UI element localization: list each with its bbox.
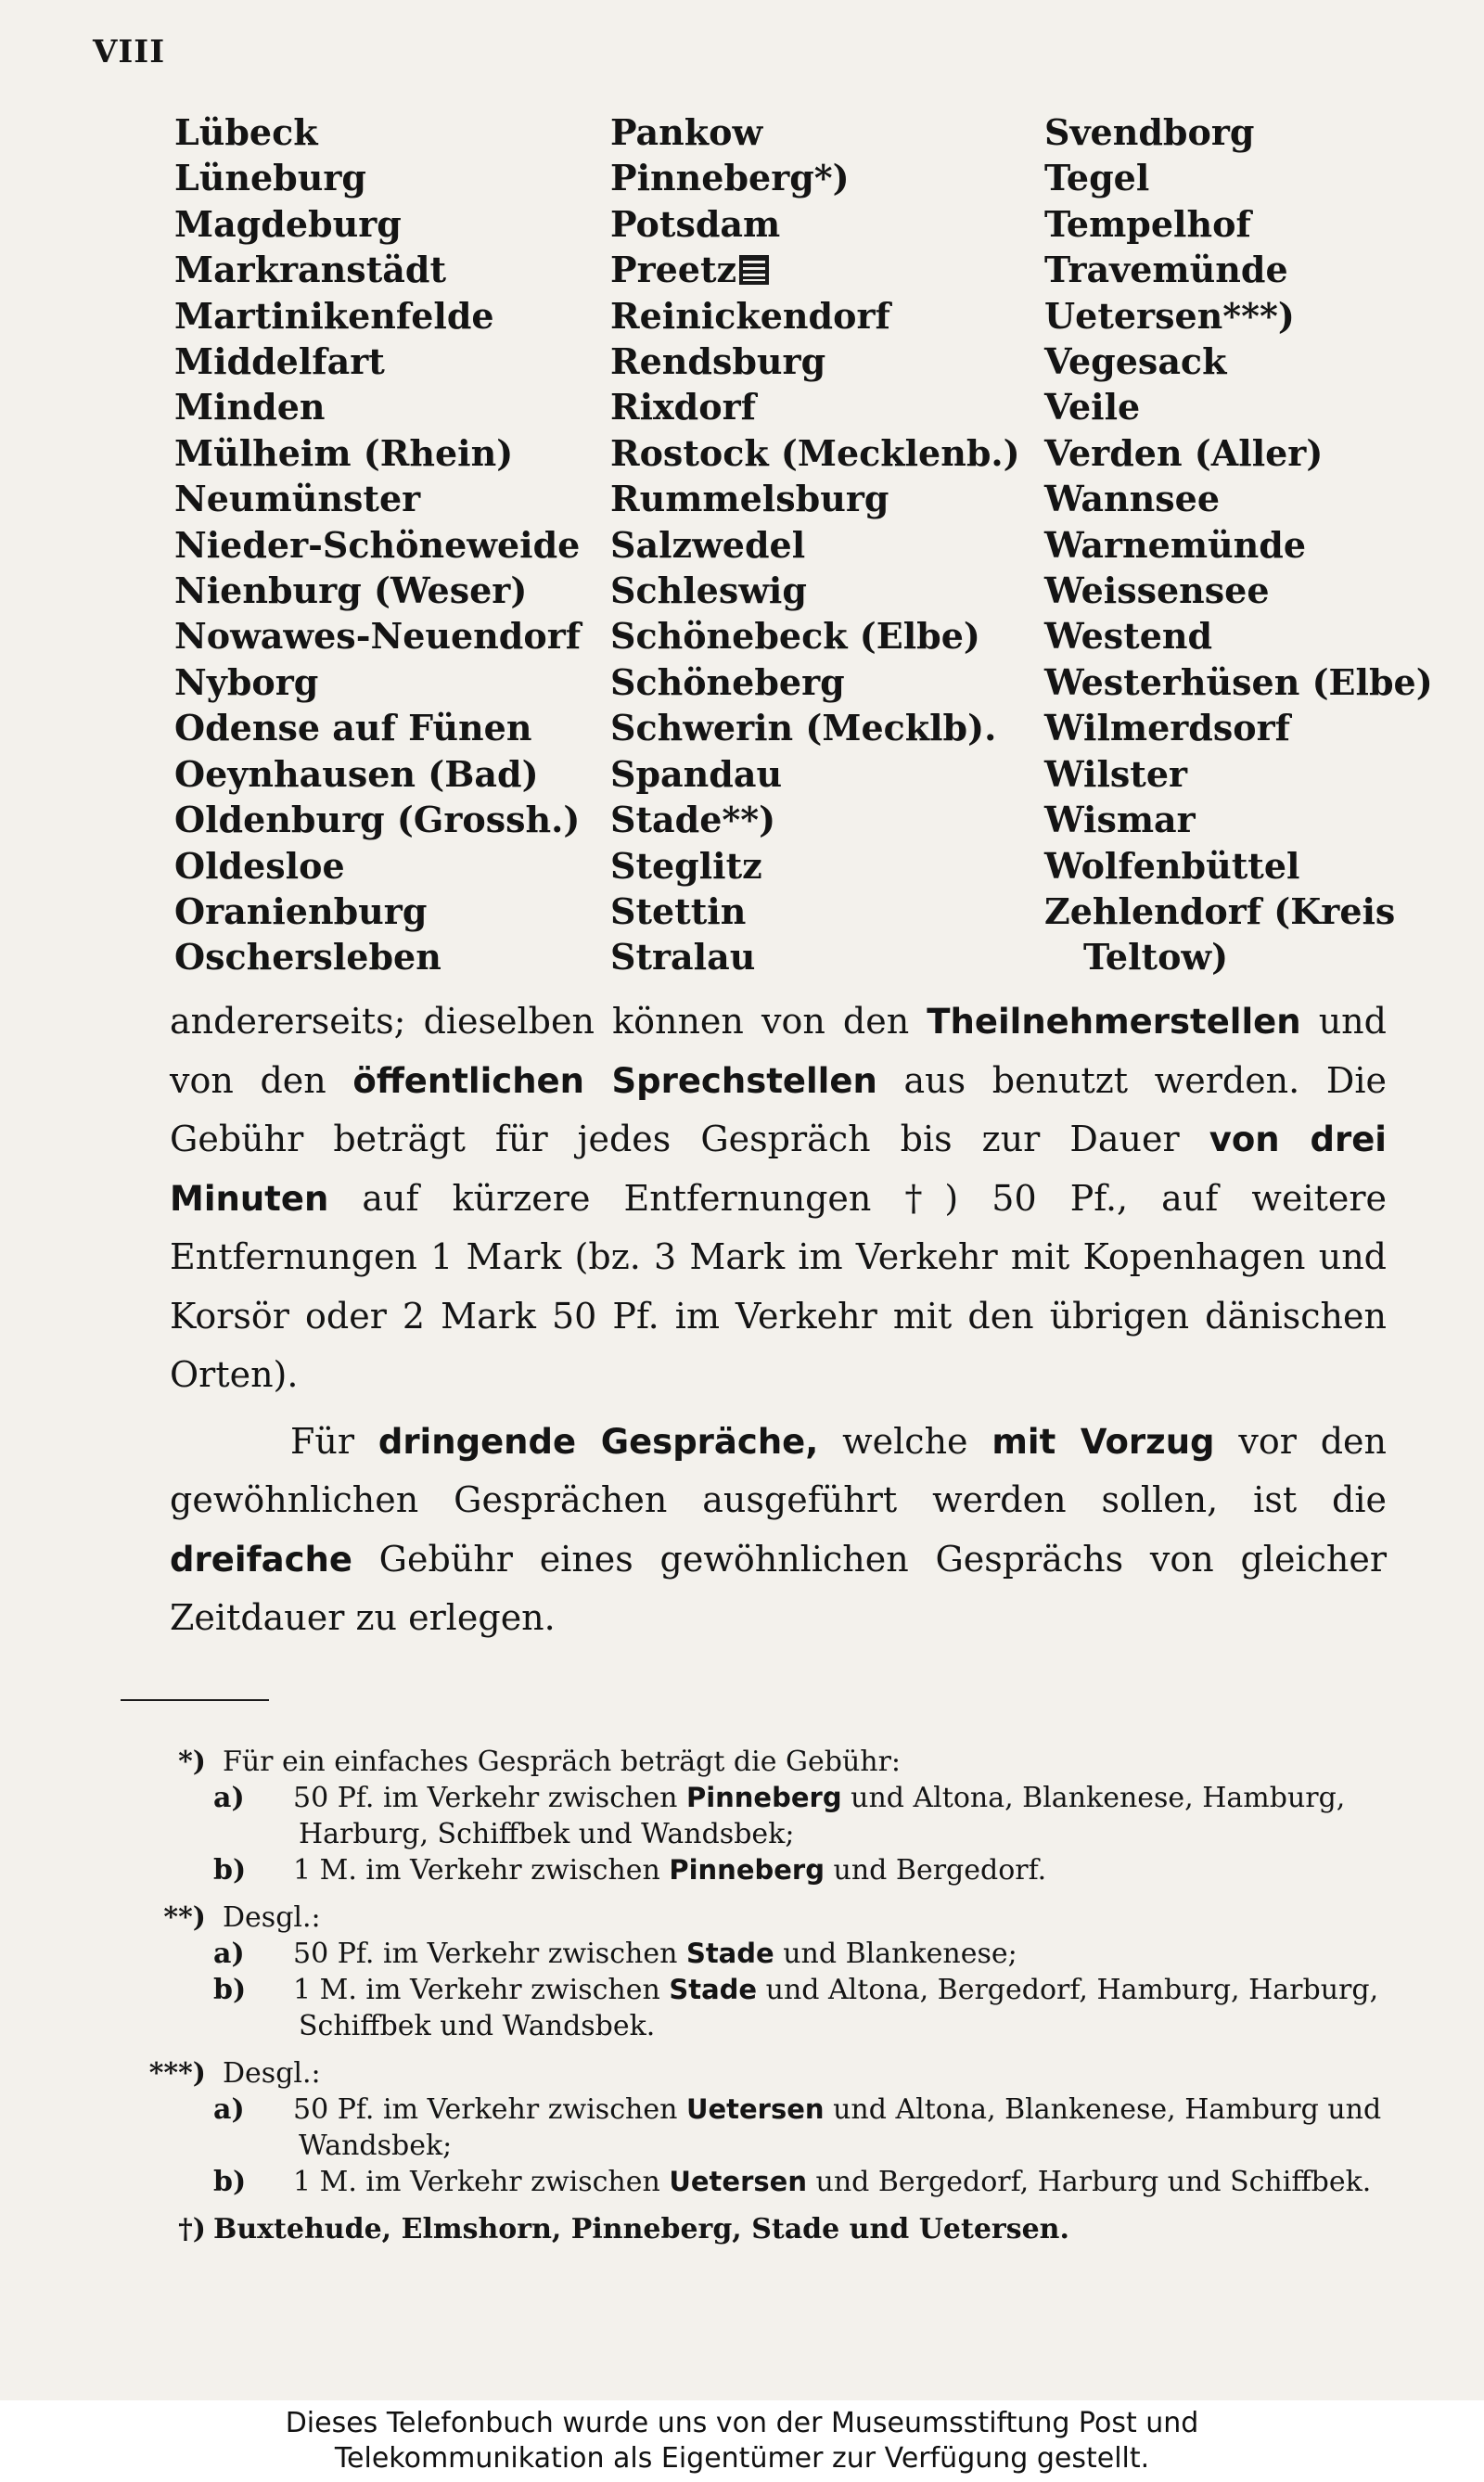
place-name: Rendsburg bbox=[610, 340, 826, 383]
body-text bbox=[170, 992, 1387, 1648]
place-name: Westerhüsen (Elbe) bbox=[1044, 660, 1433, 703]
place-name: Preetz bbox=[610, 249, 737, 291]
place-name: Travemünde bbox=[1044, 249, 1288, 291]
place-name: Uetersen***) bbox=[1044, 294, 1295, 337]
place-name: Mülheim (Rhein) bbox=[174, 431, 514, 474]
place-name: Minden bbox=[174, 386, 326, 429]
place-name: Lübeck bbox=[174, 111, 318, 153]
place-name: Wilmerdsorf bbox=[1044, 707, 1290, 749]
place-name: Schwerin (Mecklb). bbox=[610, 707, 997, 749]
place-name: Stralau bbox=[610, 936, 756, 979]
place-name: Reinickendorf bbox=[610, 294, 890, 337]
place-name: Salzwedel bbox=[610, 523, 806, 566]
place-name: Schleswig bbox=[610, 569, 807, 612]
place-name: Tempelhof bbox=[1044, 202, 1251, 245]
place-name: Steglitz bbox=[610, 844, 762, 887]
place-name: Spandau bbox=[610, 752, 783, 795]
place-name: Rummelsburg bbox=[610, 478, 889, 520]
place-name: Odense auf Fünen bbox=[174, 707, 532, 749]
place-column-2 bbox=[610, 109, 1037, 980]
paragraph-urgent-calls: Für dringende Gespräche, welche mit Vorzug vor den gewöhnlichen Gesprächen ausgeführt werden sollen, ist die dreifache Gebühr eines gewöhnlichen Gesprächs von gleicher Zeitdauer zu erlegen. bbox=[170, 1420, 1387, 1638]
place-name: Magdeburg bbox=[174, 202, 402, 245]
place-name: Pinneberg*) bbox=[610, 157, 850, 199]
place-name: Weissensee bbox=[1044, 569, 1270, 612]
place-column-3 bbox=[1044, 109, 1480, 980]
place-name: Pankow bbox=[610, 111, 763, 153]
place-name: Svendborg bbox=[1044, 111, 1255, 153]
provenance-banner bbox=[0, 2400, 1484, 2482]
place-name: Wismar bbox=[1044, 799, 1196, 841]
place-name: Oldenburg (Grossh.) bbox=[174, 799, 581, 841]
footnote-short-distance: †) Buxtehude, Elmshorn, Pinneberg, Stade und Uetersen. bbox=[178, 2213, 1069, 2245]
place-name: Tegel bbox=[1044, 157, 1150, 199]
place-name: Schönebeck (Elbe) bbox=[610, 615, 980, 658]
banner-line: Dieses Telefonbuch wurde uns von der Museumsstiftung Post und bbox=[285, 2407, 1199, 2439]
place-name: Verden (Aller) bbox=[1044, 431, 1324, 474]
place-name: Schöneberg bbox=[610, 660, 845, 703]
footnote-stade: **) Desgl.: a) 50 Pf. im Verkehr zwischen Stade und Blankenese; b) 1 M. im Verkehr zwischen Stade und Altona, Bergedorf, Hamburg, Harburg, Schiffbek und Wandsbek. bbox=[163, 1901, 1379, 2042]
place-name: Stade**) bbox=[610, 799, 776, 841]
place-name: Rostock (Mecklenb.) bbox=[610, 431, 1020, 474]
paragraph-fees: andererseits; dieselben können von den Theilnehmerstellen und von den öffentlichen Sprechstellen aus benutzt werden. Die Gebühr beträgt für jedes Gespräch bis zur Dauer von drei Minuten auf kürzere Entfernungen †) 50 Pf., auf weitere Entfernungen 1 Mark (bz. 3 Mark im Verkehr mit Kopenhagen und Korsör oder 2 Mark 50 Pf. im Verkehr mit den übrigen dänischen Orten). bbox=[170, 1001, 1387, 1395]
place-name: Markranstädt bbox=[174, 249, 446, 291]
place-name: Veile bbox=[1044, 386, 1141, 429]
place-name: Nieder-Schöneweide bbox=[174, 523, 581, 566]
place-name: Nienburg (Weser) bbox=[174, 569, 528, 612]
place-name: Wilster bbox=[1044, 752, 1188, 795]
footnote-uetersen: ***) Desgl.: a) 50 Pf. im Verkehr zwischen Uetersen und Altona, Blankenese, Hamburg und Wandsbek; b) 1 M. im Verkehr zwischen Uetersen und Bergedorf, Harburg und Schiffbek. bbox=[148, 2057, 1382, 2198]
place-name-continuation: Teltow) bbox=[1083, 936, 1229, 979]
place-name: Zehlendorf (Kreis bbox=[1044, 889, 1396, 932]
place-name: Oldesloe bbox=[174, 844, 345, 887]
place-name: Neumünster bbox=[174, 478, 421, 520]
place-name: Middelfart bbox=[174, 340, 385, 383]
banner-line: Telekommunikation als Eigentümer zur Verfügung gestellt. bbox=[334, 2442, 1150, 2475]
place-name: Westend bbox=[1044, 615, 1213, 658]
footnote-pinneberg: *) Für ein einfaches Gespräch beträgt die Gebühr: a) 50 Pf. im Verkehr zwischen Pinneberg und Altona, Blankenese, Hamburg, Harburg, Schiffbek und Wandsbek; b) 1 M. im Verkehr zwischen Pinneberg und Bergedorf. bbox=[178, 1746, 1346, 1887]
page-number: VIII bbox=[93, 33, 166, 70]
place-name: Lüneburg bbox=[174, 157, 366, 199]
place-name: Warnemünde bbox=[1044, 523, 1307, 566]
place-name: Potsdam bbox=[610, 202, 781, 245]
place-name: Oschersleben bbox=[174, 936, 441, 979]
telephone-symbol-icon bbox=[738, 254, 770, 286]
place-name: Nyborg bbox=[174, 660, 319, 703]
place-name: Vegesack bbox=[1044, 340, 1227, 383]
place-name: Rixdorf bbox=[610, 386, 756, 429]
place-name: Wolfenbüttel bbox=[1044, 844, 1300, 887]
place-name: Wannsee bbox=[1044, 478, 1220, 520]
place-name: Oranienburg bbox=[174, 889, 428, 932]
footnote-divider bbox=[121, 1699, 269, 1701]
footnotes bbox=[148, 1744, 1391, 2247]
place-name: Stettin bbox=[610, 889, 747, 932]
place-name: Oeynhausen (Bad) bbox=[174, 752, 539, 795]
place-column-1 bbox=[174, 109, 601, 980]
place-name: Nowawes-Neuendorf bbox=[174, 615, 582, 658]
place-name-with-symbol bbox=[610, 247, 1037, 292]
place-name: Martinikenfelde bbox=[174, 294, 494, 337]
